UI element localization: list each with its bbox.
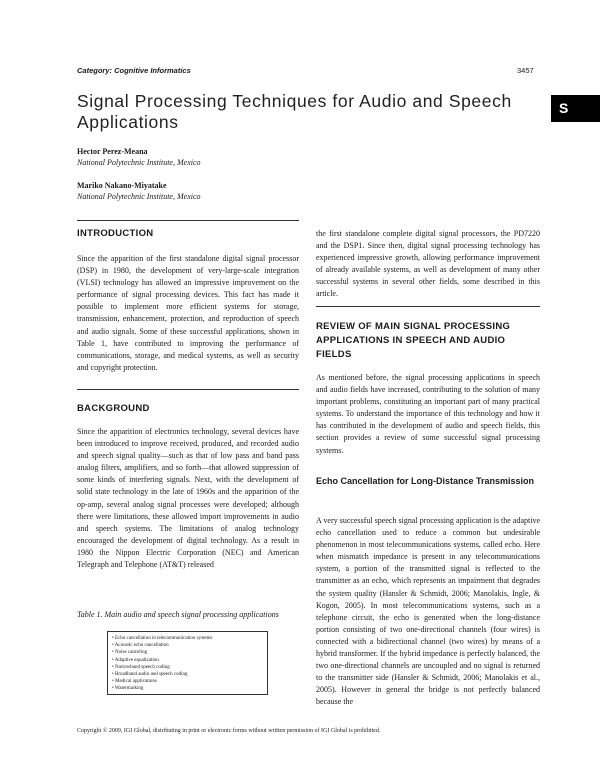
divider xyxy=(77,220,299,221)
author-block xyxy=(77,180,201,202)
author-affiliation: National Polytechnic Institute, Mexico xyxy=(77,158,201,167)
table-item: • Watermarking xyxy=(112,685,263,692)
table-item: • Medical applications xyxy=(112,678,263,685)
author-name: Hector Perez-Meana xyxy=(77,147,148,156)
section-heading-background: BACKGROUND xyxy=(77,403,150,414)
section-tab: S xyxy=(551,95,600,122)
author-affiliation: National Polytechnic Institute, Mexico xyxy=(77,192,201,201)
subsection-heading-echo: Echo Cancellation for Long-Distance Transmission xyxy=(316,476,535,486)
table-item: • Echo cancellation in telecommunication systems xyxy=(112,635,263,642)
paragraph-echo: A very successful speech signal processing application is the adaptive echo cancellation used to reduce a common but undesirable phenomenon in most telecommunications systems, called echo. Here when mismatch impedance is present in any telecommunications system, a portion of the transmitted signal is reflected to the transmitter as an echo, which represents an impairment that degrades the system quality (Hansler & Schmidt, 2006; Manolakis, Ingle, & Kogon, 2005). In most telecommunications systems, such as a telephone circuit, the echo is generated when the long-distance portion consisting of two one-directional channels (four wires) is connected with a bidirectional channel (two wires) by means of a hybrid transformer. If the hybrid impedance is perfectly balanced, the two one-directional channels are uncoupled and no signal is returned to the transmitter side (Hansler & Schmidt, 2006; Manolakis et al., 2005). However in general the bridge is not perfectly balanced because the xyxy=(316,516,540,707)
table-item: • Narrowband speech coding xyxy=(112,664,263,671)
copyright-footer: Copyright © 2009, IGI Global, distributing in print or electronic forms without written permission of IGI Global is prohibited. xyxy=(77,728,381,734)
paragraph-background-continued: the first standalone complete digital signal processors, the PD7220 and the DSP1. Since then, digital signal processing technology has experienced impressive growth, allowing performance improvement of already available systems, as well as development of many other successful systems in several other fields, some described in this article. xyxy=(316,229,540,299)
table-1 xyxy=(107,631,268,695)
header-category: Category: Cognitive Informatics xyxy=(77,66,191,75)
divider xyxy=(77,389,299,390)
article-title: Signal Processing Techniques for Audio and Speech Applications xyxy=(77,91,512,132)
section-heading-introduction: INTRODUCTION xyxy=(77,228,154,239)
paragraph-introduction: Since the apparition of the first standalone digital signal processor (DSP) in 1980, the development of very-large-scale integration (VLSI) technology has allowed an impressive improvement on the performance of signal processing devices. This fact has made it possible to implement more efficient systems for storage, transmission, enhancement, protection, and reproduction of speech and audio signals. Some of these successful applications, shown in Table 1, have contributed to improving the performance of communications, storage, and medical systems, as well as security and copyright protection. xyxy=(77,254,299,372)
paragraph-background: Since the apparition of electronics technology, several devices have been introduced to improve received, produced, and recorded audio and speech signal quality—such as that of low pass and band pass analog filters, amplifiers, and so forth—that allowed suppression of some kinds of interfering signals. Next, with the development of solid state technology in the late of 1960s and the apparition of the op-amp, several analog signal processes were developed; although there were limitations, these allowed import improvements in audio and speech systems. The limitations of analog technology encouraged the development of digital technology. As a result in 1980 the Nippon Electric Corporation (NEC) and American Telegraph and Telephone (AT&T) released xyxy=(77,427,299,570)
divider xyxy=(316,306,540,307)
table-item: • Adaptive equalization xyxy=(112,657,263,664)
table-item: • Broadband audio and speech coding xyxy=(112,671,263,678)
table-item: • Noise canceling xyxy=(112,649,263,656)
author-name: Mariko Nakano-Miyatake xyxy=(77,181,167,190)
table-caption: Table 1. Main audio and speech signal processing applications xyxy=(77,610,279,619)
author-block xyxy=(77,146,201,168)
page-number: 3457 xyxy=(517,66,534,75)
section-heading-review: REVIEW OF MAIN SIGNAL PROCESSING APPLICATIONS IN SPEECH AND AUDIO FIELDS xyxy=(316,321,511,360)
table-item: • Acoustic echo cancellation xyxy=(112,642,263,649)
paragraph-review: As mentioned before, the signal processing applications in speech and audio fields have increased, contributing to the solution of many important problems, constituting an important part of many practical systems. To understand the importance of this technology and how it has contributed in the development of audio and speech fields, this section provides a review of some successful signal processing systems. xyxy=(316,373,540,455)
